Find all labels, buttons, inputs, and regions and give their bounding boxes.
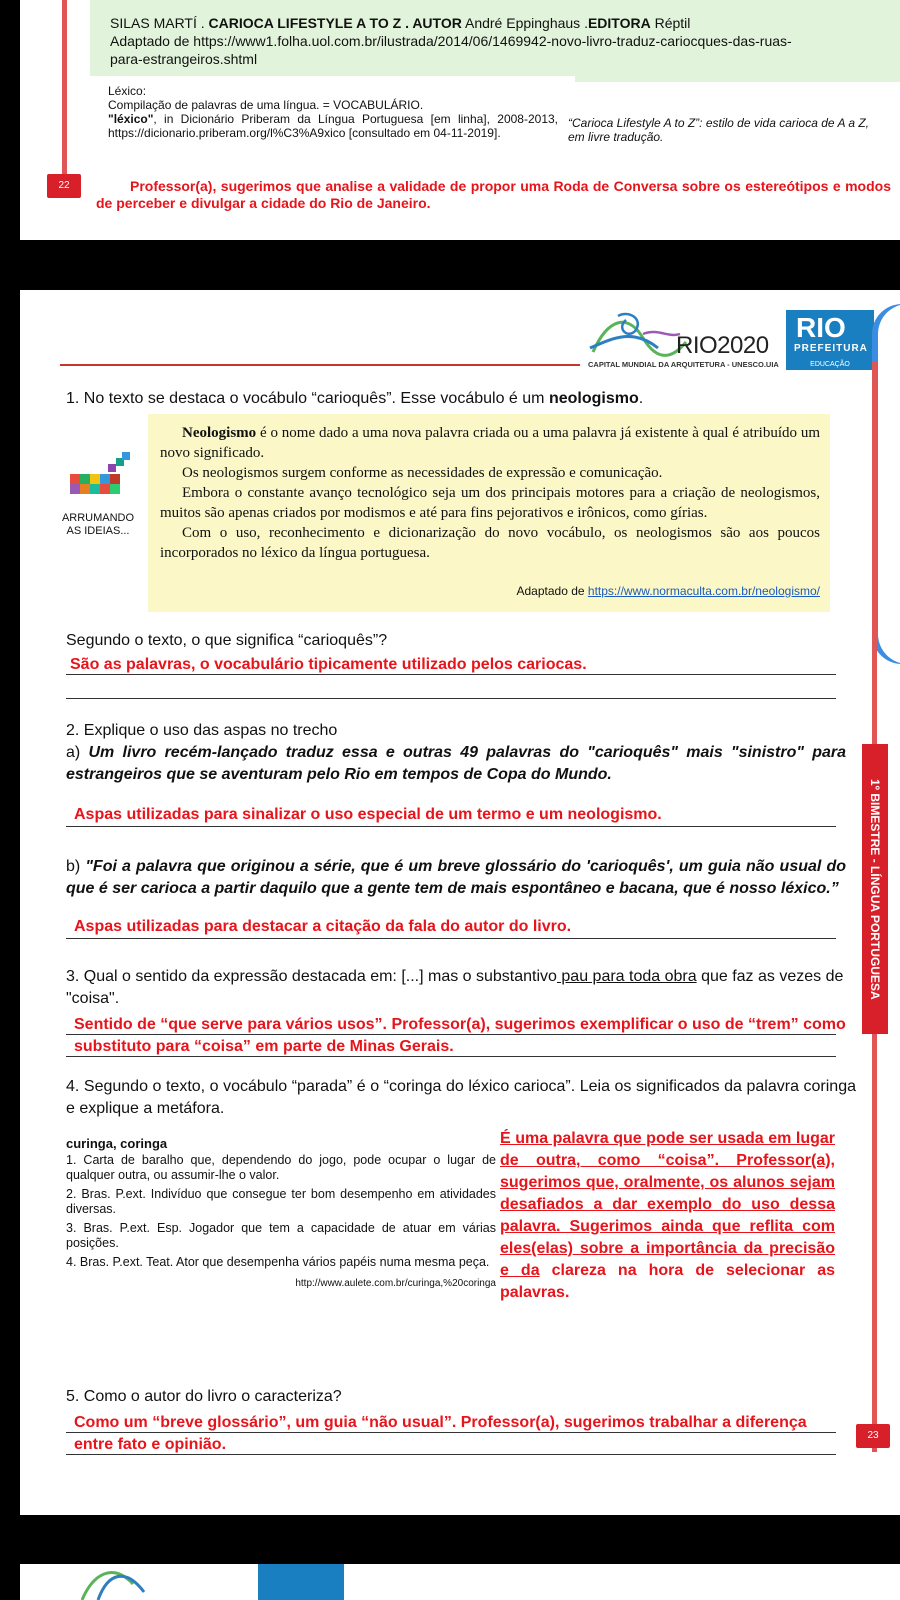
q2b-label: b) bbox=[66, 858, 86, 875]
credit-text bbox=[110, 14, 900, 68]
page-number-22: 22 bbox=[47, 174, 81, 198]
q3-prompt-post: que faz as vezes de "coisa". bbox=[66, 968, 844, 1007]
q3-answer-line2 bbox=[66, 1056, 836, 1057]
page-number-23: 23 bbox=[856, 1424, 890, 1448]
lifestyle-note: “Carioca Lifestyle A to Z”: estilo de vida carioca de A a Z, em livre tradução. bbox=[568, 116, 870, 144]
header-rule bbox=[60, 364, 580, 366]
q1-question: Segundo o texto, o que significa “carioquês”? bbox=[66, 632, 388, 649]
q2a-text: Um livro recém-lançado traduz essa e outras 49 palavras do "carioquês" mais "sinistro" para estrangeiros que se aventuram pelo Rio em tempos de Copa do Mundo. bbox=[66, 744, 846, 783]
q2a-answer-line bbox=[66, 826, 836, 827]
q1-prompt-bold: neologismo bbox=[548, 390, 639, 407]
q5-answer-line1 bbox=[66, 1432, 836, 1433]
q1-answer-line1 bbox=[66, 674, 836, 675]
teacher-note bbox=[96, 178, 891, 212]
dict-entry bbox=[66, 1136, 496, 1291]
lexico-definition: Compilação de palavras de uma língua. = VOCABULÁRIO. bbox=[108, 98, 424, 112]
next-page-partial bbox=[20, 1564, 900, 1600]
dict-item-3: 3. Bras. P.ext. Esp. Jogador que tem a capacidade de atuar em várias posições. bbox=[66, 1221, 496, 1250]
q2b bbox=[66, 856, 846, 900]
q3-answer: Sentido de “que serve para vários usos”. Professor(a), sugerimos exemplificar o uso de “trem” como substituto para “coisa” em parte de Minas Gerais. bbox=[74, 1016, 846, 1055]
q5-answer-line2 bbox=[66, 1454, 836, 1455]
neologismo-text bbox=[160, 423, 820, 563]
q4-answer-rest: clareza na hora de selecionar as palavras. bbox=[500, 1262, 836, 1301]
q2a-label: a) bbox=[66, 744, 89, 761]
blue-edge-inner bbox=[878, 304, 900, 664]
page-23 bbox=[20, 290, 900, 1515]
box-p2: Os neologismos surgem conforme as necessidades de expressão e comunicação. bbox=[182, 465, 663, 481]
page-margin-line bbox=[62, 0, 67, 178]
q1-prompt bbox=[66, 390, 846, 408]
q4-answer bbox=[500, 1128, 835, 1304]
q4-answer-underlined: É uma palavra que pode ser usada em lugar de outra, como “coisa”. Professor(a), sugerimos que, oralmente, os alunos sejam desafiados a dar exemplo do uso dessa palavra. Sugerimos ainda que reflita com eles(elas) sobre a importância da precisão e da bbox=[500, 1130, 835, 1279]
q3-prompt-pre: 3. Qual o sentido da expressão destacada em: [...] mas o substantivo bbox=[66, 968, 557, 985]
credit-line1-title: CARIOCA LIFESTYLE A TO Z . AUTOR bbox=[208, 15, 462, 31]
dict-item-4: 4. Bras. P.ext. Teat. Ator que desempenha vários papéis numa mesma peça. bbox=[66, 1255, 490, 1269]
rio2020-logo: RIO2020 bbox=[676, 332, 769, 359]
box-p1-text: é o nome dado a uma nova palavra criada ou a uma palavra já existente à qual é atribuído um novo significado. bbox=[160, 425, 820, 461]
lexico-title: Léxico: bbox=[108, 84, 147, 98]
rio2020-emblem-icon-partial bbox=[78, 1564, 148, 1600]
box-p1 bbox=[160, 423, 820, 463]
q5-answer: Como um “breve glossário”, um guia “não usual”. Professor(a), sugerimos trabalhar a diferença entre fato e opinião. bbox=[74, 1414, 807, 1453]
credit-line1-pre: SILAS MARTÍ . bbox=[110, 15, 209, 31]
lexico-text bbox=[108, 84, 558, 140]
credit-line1-pub-name: Réptil bbox=[650, 15, 691, 31]
q3-prompt-underlined: pau para toda obra bbox=[556, 968, 697, 985]
q2a-answer: Aspas utilizadas para sinalizar o uso especial de um termo e um neologismo. bbox=[74, 806, 662, 823]
q2a bbox=[66, 742, 846, 786]
q2b-text: "Foi a palavra que originou a série, que é um breve glossário do 'carioquês', um guia não usual do que é ser carioca a partir daquilo que a gente tem de mais espontâneo e bacana, que é nosso léxico.” bbox=[66, 858, 847, 897]
box-term: Neologismo bbox=[182, 425, 257, 441]
dict-source: http://www.aulete.com.br/curinga,%20coringa bbox=[295, 1278, 496, 1289]
educacao-label: EDUCAÇÃO bbox=[786, 360, 874, 370]
dict-title: curinga, coringa bbox=[66, 1136, 168, 1151]
credit-line2: Adaptado de https://www1.folha.uol.com.br/ilustrada/2014/06/1469942-novo-livro-traduz-cariocques-das-ruas- bbox=[110, 33, 792, 49]
credit-line1-pub: EDITORA bbox=[587, 15, 651, 31]
q2b-answer: Aspas utilizadas para destacar a citação da fala do autor do livro. bbox=[74, 918, 572, 935]
rio-logo-text: RIO bbox=[796, 312, 846, 343]
side-label bbox=[38, 512, 158, 538]
page-22 bbox=[20, 0, 900, 240]
teacher-note-text: Professor(a), sugerimos que analise a validade de propor uma Roda de Conversa sobre os estereótipos e modos de perceber e divulgar a cidade do Rio de Janeiro. bbox=[96, 178, 891, 211]
box-source-pre: Adaptado de bbox=[516, 584, 588, 598]
q5-prompt: 5. Como o autor do livro o caracteriza? bbox=[66, 1388, 342, 1405]
box-p3: Embora o constante avanço tecnológico seja um dos principais motores para a criação de neologismos, muitos são apenas criados por modismos e até para fins pejorativos e irônicos, como gírias. bbox=[160, 485, 820, 521]
rio2020-subtitle: CAPITAL MUNDIAL DA ARQUITETURA - UNESCO.UIA bbox=[588, 360, 779, 369]
sidebar-vertical-text: 1º BIMESTRE - LÍNGUA PORTUGUESA bbox=[868, 778, 882, 1000]
lexico-reference-rest: , in Dicionário Priberam da Língua Portuguesa [em linha], 2008-2013, https://dicionario.priberam.org/l%C3%A9xico [consultado em 04-11-2019]. bbox=[108, 112, 558, 140]
box-source bbox=[160, 584, 820, 598]
q1-prompt-post: . bbox=[638, 390, 644, 407]
dict-item-1: 1. Carta de baralho que, dependendo do jogo, pode ocupar o lugar de qualquer outra, ou assumir-lhe o valor. bbox=[66, 1153, 496, 1182]
q2b-answer-line bbox=[66, 938, 836, 939]
q4-prompt: 4. Segundo o texto, o vocábulo “parada” é o “coringa do léxico carioca”. Leia os significados da palavra coringa e explique a metáfora. bbox=[66, 1078, 856, 1117]
q2-prompt: 2. Explique o uso das aspas no trecho bbox=[66, 722, 338, 739]
lexico-reference bbox=[108, 112, 558, 140]
q1-answer-line2 bbox=[66, 698, 836, 699]
prefeitura-label: PREFEITURA bbox=[794, 343, 868, 354]
credit-line1-author: André Eppinghaus . bbox=[461, 15, 588, 31]
rio2020-emblem-icon bbox=[588, 308, 688, 360]
side-label-line1: ARRUMANDO bbox=[61, 512, 135, 524]
dict-item-2: 2. Bras. P.ext. Indivíduo que consegue ter bom desempenho em atividades diversas. bbox=[66, 1187, 496, 1216]
credit-line3: para-estrangeiros.shtml bbox=[110, 51, 258, 67]
side-label-line2: AS IDEIAS... bbox=[66, 525, 130, 537]
box-p4: Com o uso, reconhecimento e dicionarização do novo vocábulo, os neologismos são aos poucos incorporados no léxico da língua portuguesa. bbox=[160, 525, 820, 561]
puzzle-icon bbox=[68, 450, 132, 506]
box-source-link[interactable]: https://www.normaculta.com.br/neologismo/ bbox=[587, 584, 820, 598]
q3-answer-line1 bbox=[66, 1034, 836, 1035]
lexico-reference-term: "léxico" bbox=[108, 112, 154, 126]
q1-answer: São as palavras, o vocabulário tipicamente utilizado pelos cariocas. bbox=[70, 656, 587, 673]
q3-prompt bbox=[66, 966, 846, 1010]
rio-logo-partial bbox=[258, 1564, 344, 1600]
q1-prompt-pre: 1. No texto se destaca o vocábulo “carioquês”. Esse vocábulo é um bbox=[66, 390, 549, 407]
